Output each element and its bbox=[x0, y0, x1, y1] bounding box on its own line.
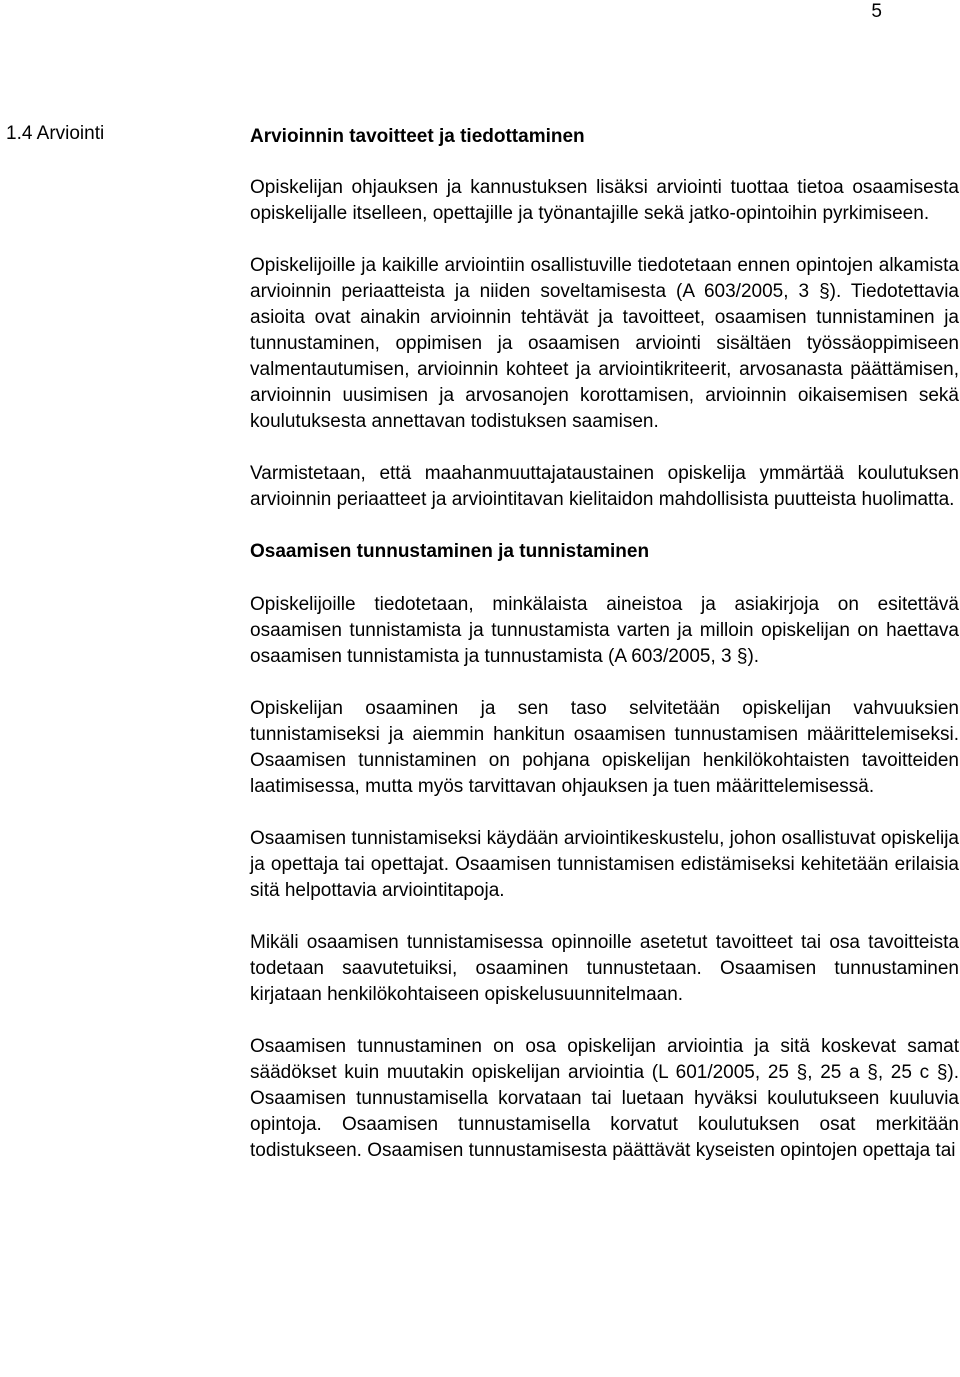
subheading-recognition: Osaamisen tunnustaminen ja tunnistaminen bbox=[250, 541, 650, 562]
paragraph: Osaamisen tunnustaminen on osa opiskelijan arviointia ja sitä koskevat samat säädökset kuin muutakin opiskelijan arviointia (L 601/2005, 25 §, 25 a §, 25 c §). Osaamisen tunnustamisella korvataan tai luetaan hyväksi koulutukseen kuuluvia opintoja. Osaamisen tunnustamisella korvatut koulutuksen osat merkitään todistukseen. Osaamisen tunnustamisesta päättävät kyseisten opintojen opettaja tai bbox=[250, 1036, 959, 1161]
paragraph: Osaamisen tunnistamiseksi käydään arviointikeskustelu, johon osallistuvat opiskelija ja opettaja tai opettajat. Osaamisen tunnistamisen edistämiseksi kehitetään erilaisia sitä helpottavia arviointitapoja. bbox=[250, 828, 959, 901]
paragraph: Opiskelijan ohjauksen ja kannustuksen lisäksi arviointi tuottaa tietoa osaamisesta opiskelijalle itselleen, opettajille ja työnantajille sekä jatko-opintoihin pyrkimiseen. bbox=[250, 177, 959, 224]
subheading-assessment-goals: Arvioinnin tavoitteet ja tiedottaminen bbox=[250, 126, 585, 147]
paragraph: Mikäli osaamisen tunnistamisessa opinnoille asetetut tavoitteet tai osa tavoitteista todetaan saavutetuiksi, osaaminen tunnustetaan. Osaamisen tunnustaminen kirjataan henkilökohtaiseen opiskelusuunnitelmaan. bbox=[250, 932, 959, 1005]
page-number: 5 bbox=[871, 1, 882, 22]
paragraph: Opiskelijan osaaminen ja sen taso selvitetään opiskelijan vahvuuksien tunnistamiseksi ja aiemmin hankitun osaamisen tunnustamisen määrittelemiseksi. Osaamisen tunnistaminen on pohjana opiskelijan henkilökohtaisten tavoitteiden laatimisessa, mutta myös tarvittavan ohjauksen ja tuen määrittelemisessä. bbox=[250, 698, 959, 797]
paragraph: Varmistetaan, että maahanmuuttajataustainen opiskelija ymmärtää koulutuksen arvioinnin periaatteet ja arviointitavan kielitaidon mahdollisista puutteista huolimatta. bbox=[250, 463, 959, 510]
paragraph: Opiskelijoille ja kaikille arviointiin osallistuville tiedotetaan ennen opintojen alkamista arvioinnin periaatteista ja niiden soveltamisesta (A 603/2005, 3 §). Tiedotettavia asioita ovat ainakin arvioinnin tehtävät ja tavoitteet, osaamisen tunnistaminen ja tunnustaminen, oppimisen ja osaamisen arviointi sisältäen työssäoppimiseen valmentautumisen, arvioinnin kohteet ja arviointikriteerit, arvosanasta päättämisen, arvioinnin uusimisen ja arvosanojen korottamisen, arvioinnin oikaisemisen sekä koulutuksesta annettavan todistuksen saamisen. bbox=[250, 255, 959, 432]
paragraph: Opiskelijoille tiedotetaan, minkälaista aineistoa ja asiakirjoja on esitettävä osaamisen tunnistamista ja tunnustamista varten ja milloin opiskelijan on haettava osaamisen tunnistamista ja tunnustamista (A 603/2005, 3 §). bbox=[250, 594, 959, 667]
main-content bbox=[250, 124, 959, 1164]
section-title: 1.4 Arviointi bbox=[6, 123, 105, 144]
